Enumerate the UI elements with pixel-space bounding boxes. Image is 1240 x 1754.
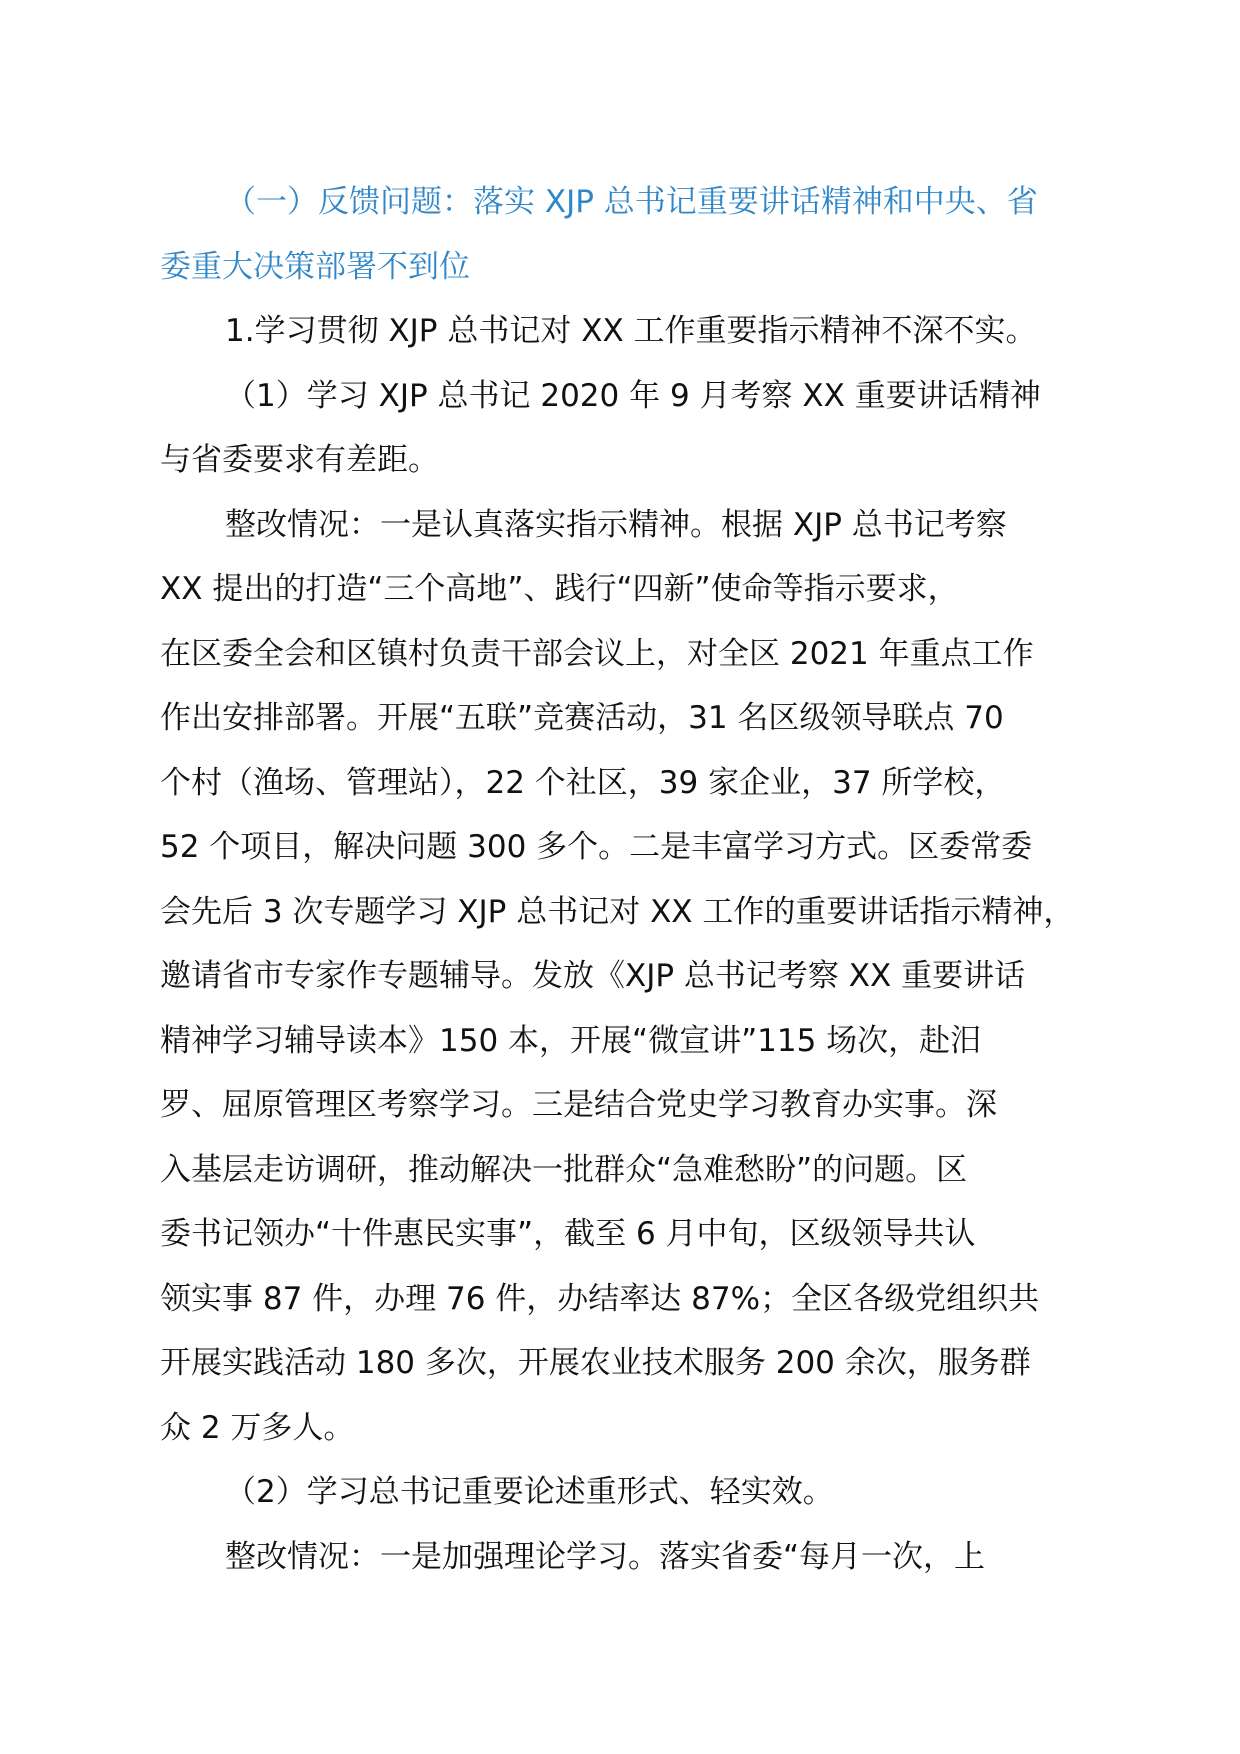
paragraph-line: 个村（渔场、管理站），22 个社区，39 家企业，37 所学校，: [160, 764, 1006, 801]
paragraph-line: 整改情况：一是认真落实指示精神。根据 XJP 总书记考察: [225, 506, 1007, 543]
paragraph-line: 入基层走访调研，推动解决一批群众“急难愁盼”的问题。区: [160, 1151, 968, 1188]
subitem-2-paragraph: [160, 1460, 1090, 1525]
section-heading: [160, 170, 1090, 299]
paragraph-line: （2）学习总书记重要论述重形式、轻实效。: [225, 1474, 834, 1510]
paragraph-line: 精神学习辅导读本》150 本，开展“微宣讲”115 场次，赴汨: [160, 1022, 982, 1059]
paragraph-line: XX 提出的打造“三个高地”、践行“四新”使命等指示要求，: [160, 571, 959, 607]
paragraph-line: 众 2 万多人。: [160, 1409, 355, 1446]
item-1-text: 1.学习贯彻 XJP 总书记对 XX 工作重要指示精神不深不实。: [225, 313, 1037, 349]
paragraph-line: 邀请省市专家作专题辅导。发放《XJP 总书记考察 XX 重要讲话: [160, 958, 1026, 994]
item-1-paragraph: [160, 299, 1090, 364]
rectification-2-paragraph: [160, 1525, 1090, 1590]
paragraph-line: 委书记领办“十件惠民实事”，截至 6 月中旬，区级领导共认: [160, 1216, 976, 1252]
rectification-1-paragraph: [160, 493, 1090, 1461]
subitem-1-paragraph: [160, 364, 1090, 493]
paragraph-line: 与省委要求有差距。: [160, 442, 439, 478]
paragraph-line: 领实事 87 件，办理 76 件，办结率达 87%；全区各级党组织共: [160, 1280, 1040, 1317]
document-body: [160, 170, 1090, 1589]
paragraph-line: 52 个项目，解决问题 300 多个。二是丰富学习方式。区委常委: [160, 829, 1033, 865]
paragraph-line: 开展实践活动 180 多次，开展农业技术服务 200 余次，服务群: [160, 1345, 1031, 1381]
paragraph-line: 会先后 3 次专题学习 XJP 总书记对 XX 工作的重要讲话指示精神，: [160, 893, 1075, 930]
heading-line: （一）反馈问题：落实 XJP 总书记重要讲话精神和中央、省: [225, 184, 1038, 220]
paragraph-line: 罗、屈原管理区考察学习。三是结合党史学习教育办实事。深: [160, 1087, 997, 1123]
paragraph-line: 作出安排部署。开展“五联”竞赛活动，31 名区级领导联点 70: [160, 700, 1004, 736]
paragraph-line: 在区委全会和区镇村负责干部会议上，对全区 2021 年重点工作: [160, 635, 1034, 672]
heading-line: 委重大决策部署不到位: [160, 248, 470, 285]
paragraph-line: 整改情况：一是加强理论学习。落实省委“每月一次，上: [225, 1538, 986, 1575]
paragraph-line: （1）学习 XJP 总书记 2020 年 9 月考察 XX 重要讲话精神: [225, 377, 1041, 414]
